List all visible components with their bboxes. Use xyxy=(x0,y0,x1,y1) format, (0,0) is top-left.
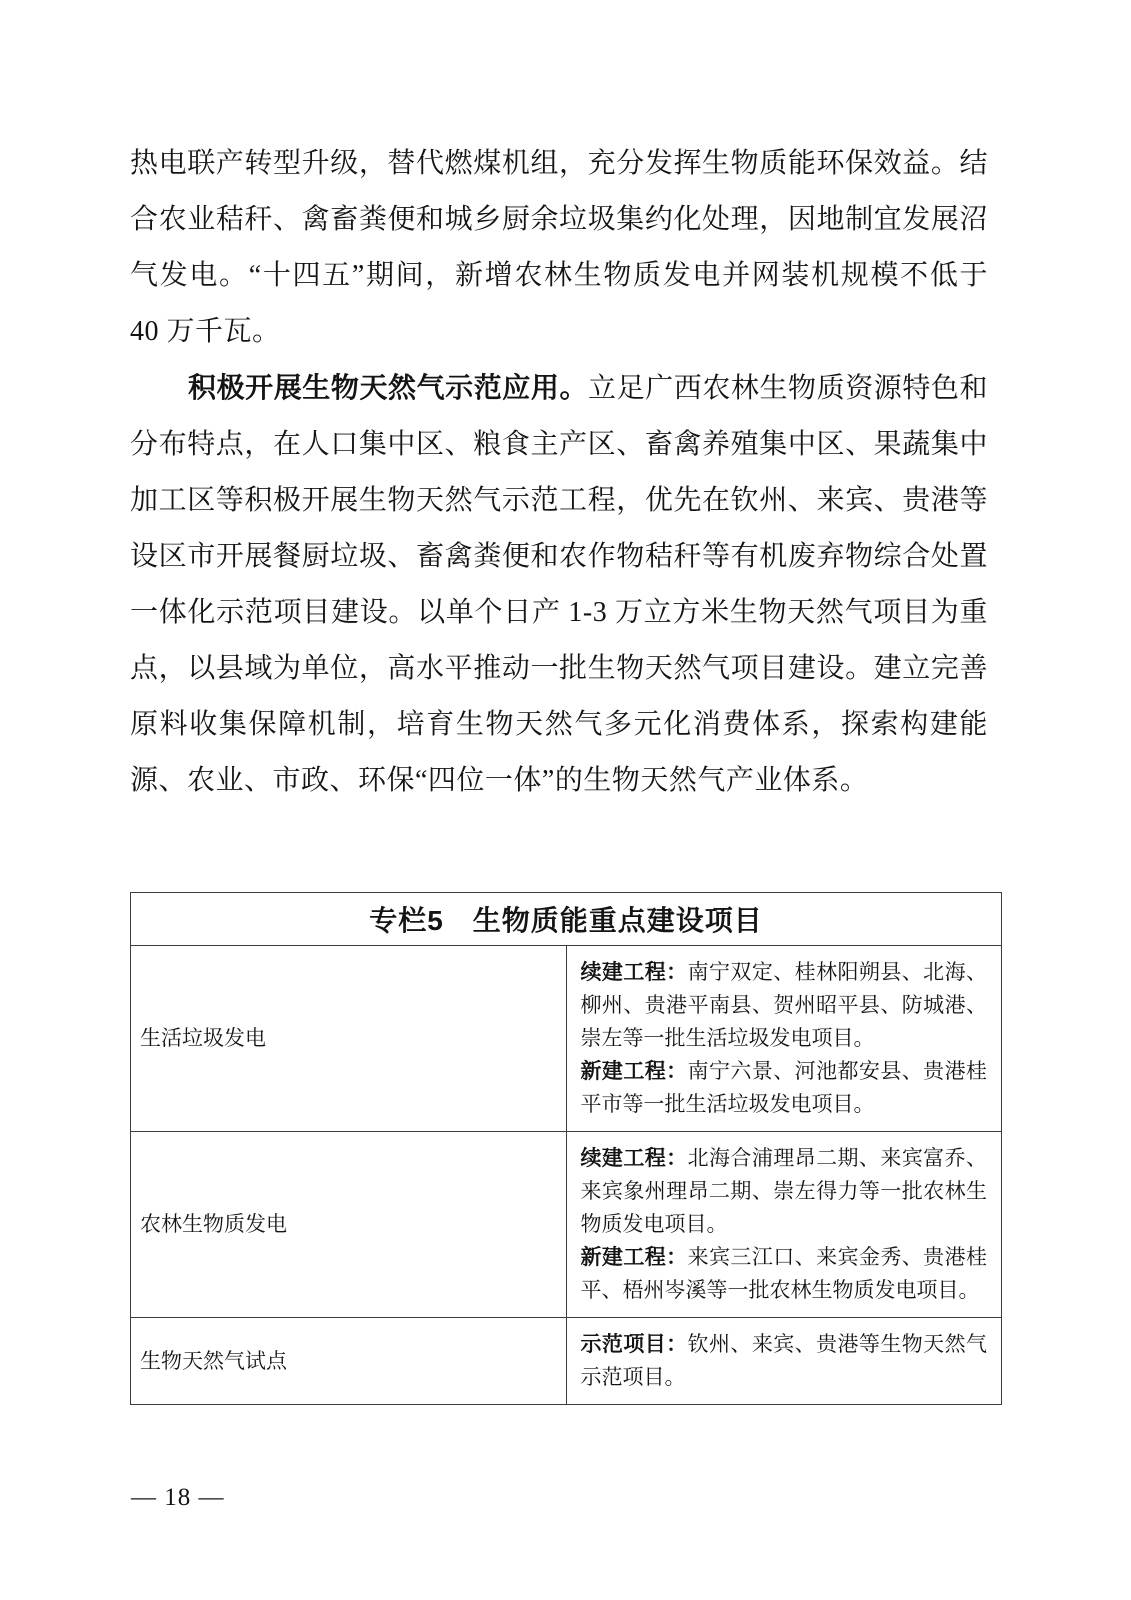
content-paragraph xyxy=(581,1328,988,1394)
table-title-row xyxy=(131,893,1002,946)
row-content-biogas-pilot xyxy=(566,1318,1002,1405)
content-lead-new: 新建工程： xyxy=(580,1246,688,1269)
table-row-biogas-pilot xyxy=(131,1318,1002,1405)
row-content-waste-power xyxy=(566,946,1002,1132)
content-text-new: 南宁六景、河池都安县、贵港桂平市等一批生活垃圾发电项目。 xyxy=(580,1059,988,1116)
content-paragraph xyxy=(581,1055,988,1121)
row-content-agroforestry-biomass xyxy=(566,1132,1002,1318)
page-number: — 18 — xyxy=(131,1484,225,1511)
content-paragraph xyxy=(581,1241,988,1307)
row-label-biogas-pilot: 生物天然气试点 xyxy=(131,1318,567,1405)
biomass-projects-table xyxy=(130,892,1002,1405)
table-title: 专栏5 生物质能重点建设项目 xyxy=(131,893,1002,946)
paragraph-1 xyxy=(130,136,988,360)
content-lead-continuing: 续建工程： xyxy=(580,1147,688,1170)
content-text-new: 来宾三江口、来宾金秀、贵港桂平、梧州岑溪等一批农林生物质发电项目。 xyxy=(580,1245,988,1302)
content-text-demo: 钦州、来宾、贵港等生物天然气示范项目。 xyxy=(580,1332,988,1389)
table-row-waste-power xyxy=(131,946,1002,1132)
paragraph-2-text: 立足广西农林生物质资源特色和分布特点，在人口集中区、粮食主产区、畜禽养殖集中区、果蔬集中加工区等积极开展生物天然气示范工程，优先在钦州、来宾、贵港等设区市开展餐厨垃圾、畜禽粪便和农作物秸秆等有机废弃物综合处置一体化示范项目建设。以单个日产 1-3 万立方米生物天然气项目为重点，以县域为单位，高水平推动一批生物天然气项目建设。建立完善原料收集保障机制，培育生物天然气多元化消费体系，探索构建能源、农业、市政、环保“四位一体”的生物天然气产业体系。 xyxy=(130,373,988,796)
table-row-agroforestry-biomass xyxy=(131,1132,1002,1318)
content-text-continuing: 南宁双定、桂林阳朔县、北海、柳州、贵港平南县、贺州昭平县、防城港、崇左等一批生活垃圾发电项目。 xyxy=(580,960,988,1050)
content-lead-new: 新建工程： xyxy=(580,1060,688,1083)
row-label-agroforestry-biomass: 农林生物质发电 xyxy=(131,1132,567,1318)
paragraph-2-bold-lead: 积极开展生物天然气示范应用。 xyxy=(188,372,589,403)
content-text-continuing: 北海合浦理昂二期、来宾富乔、来宾象州理昂二期、崇左得力等一批农林生物质发电项目。 xyxy=(580,1146,988,1236)
content-paragraph xyxy=(581,956,988,1055)
paragraph-2 xyxy=(130,360,988,809)
row-label-waste-power: 生活垃圾发电 xyxy=(131,946,567,1132)
content-paragraph xyxy=(581,1142,988,1241)
paragraph-1-text: 热电联产转型升级，替代燃煤机组，充分发挥生物质能环保效益。结合农业秸秆、禽畜粪便和城乡厨余垃圾集约化处理，因地制宜发展沼气发电。“十四五”期间，新增农林生物质发电并网装机规模不低于 40 万千瓦。 xyxy=(130,148,988,347)
body-text-block xyxy=(130,136,988,809)
content-lead-demo: 示范项目： xyxy=(580,1333,688,1356)
content-lead-continuing: 续建工程： xyxy=(580,961,688,984)
